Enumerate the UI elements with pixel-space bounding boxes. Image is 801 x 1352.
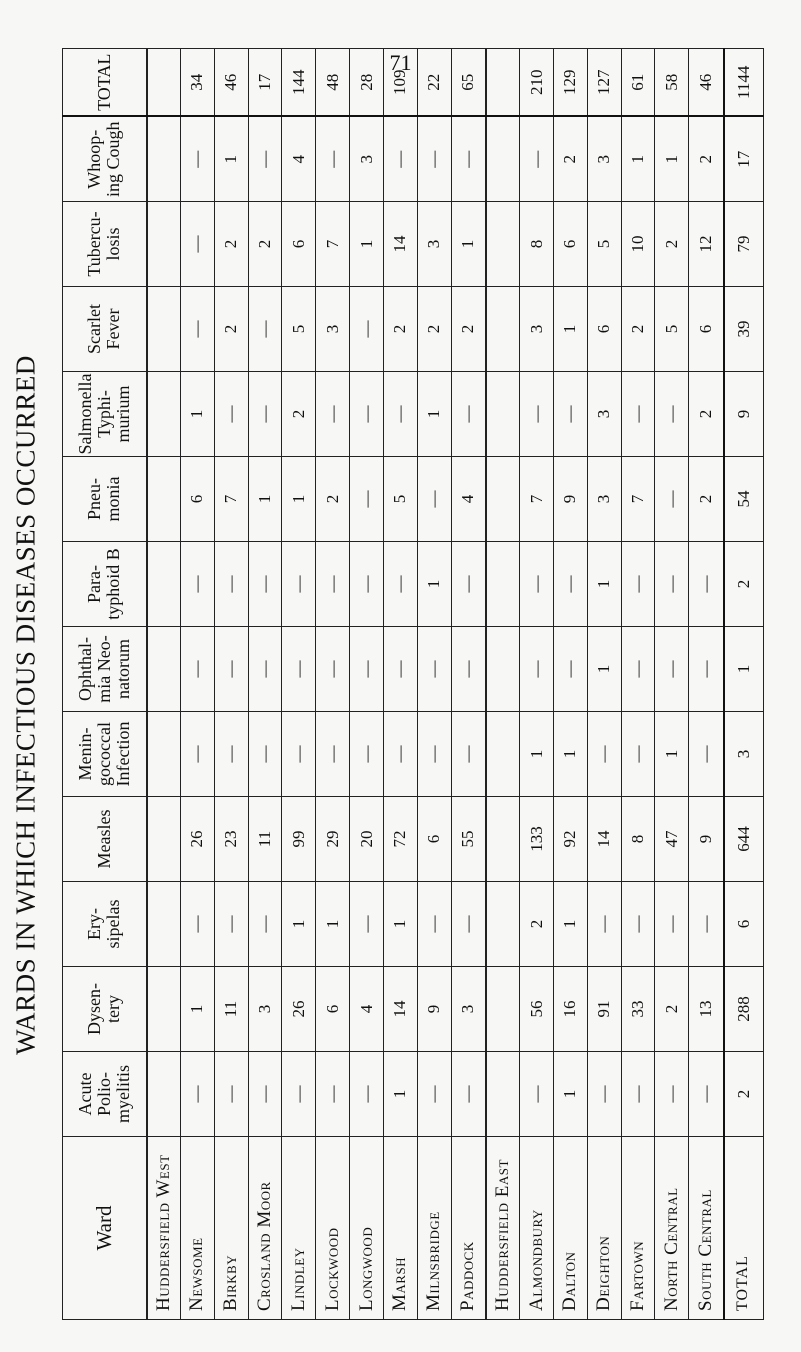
case-count: 99 [282, 797, 316, 882]
ward-row [520, 49, 554, 1320]
empty-cell [486, 712, 520, 797]
case-count: 1 [553, 1052, 587, 1137]
empty-cell [486, 627, 520, 712]
case-count: 47 [655, 797, 689, 882]
case-count: — [383, 372, 417, 457]
empty-cell [147, 967, 181, 1052]
case-count: — [655, 457, 689, 542]
column-header: Pneu- monia [63, 457, 147, 542]
ward-name: Birkby [214, 1137, 248, 1320]
disease-total: 3 [724, 712, 764, 797]
case-count: 14 [383, 202, 417, 287]
case-count: 5 [383, 457, 417, 542]
column-header: Menin- gococcal Infection [63, 712, 147, 797]
case-count: — [316, 712, 350, 797]
case-count: 1 [383, 882, 417, 967]
disease-total: 2 [724, 542, 764, 627]
case-count: — [214, 627, 248, 712]
side-title-text: WARDS IN WHICH INFECTIOUS DISEASES OCCURRED [10, 355, 41, 1055]
case-count: — [655, 372, 689, 457]
page-number: 71 [389, 50, 412, 75]
disease-total: 9 [724, 372, 764, 457]
case-count: — [316, 372, 350, 457]
case-count: — [655, 1052, 689, 1137]
ward-name: Almondbury [520, 1137, 554, 1320]
case-count: — [350, 287, 384, 372]
case-count: — [587, 882, 621, 967]
case-count: — [520, 542, 554, 627]
case-count: 11 [248, 797, 282, 882]
case-count: — [689, 712, 724, 797]
case-count: 3 [350, 117, 384, 202]
case-count: 133 [520, 797, 554, 882]
empty-cell [486, 797, 520, 882]
disease-total: 288 [724, 967, 764, 1052]
ward-total: 28 [350, 49, 384, 117]
case-count: 16 [553, 967, 587, 1052]
case-count: 1 [655, 117, 689, 202]
case-count: 7 [520, 457, 554, 542]
case-count: — [181, 882, 215, 967]
case-count: — [417, 1052, 451, 1137]
case-count: — [417, 457, 451, 542]
case-count: 3 [417, 202, 451, 287]
case-count: 1 [553, 712, 587, 797]
case-count: — [214, 712, 248, 797]
case-count: 3 [587, 117, 621, 202]
header-row [63, 49, 147, 1320]
ward-total: 127 [587, 49, 621, 117]
empty-cell [486, 49, 520, 117]
case-count: 8 [520, 202, 554, 287]
case-count: — [282, 712, 316, 797]
ward-total: 210 [520, 49, 554, 117]
case-count: — [248, 627, 282, 712]
case-count: — [350, 882, 384, 967]
case-count: 9 [417, 967, 451, 1052]
case-count: 3 [451, 967, 486, 1052]
case-count: 3 [248, 967, 282, 1052]
case-count: 2 [655, 967, 689, 1052]
empty-cell [486, 202, 520, 287]
empty-cell [147, 457, 181, 542]
case-count: — [383, 117, 417, 202]
case-count: 1 [553, 882, 587, 967]
case-count: 1 [316, 882, 350, 967]
case-count: — [350, 627, 384, 712]
case-count: — [316, 117, 350, 202]
case-count: 29 [316, 797, 350, 882]
case-count: 7 [316, 202, 350, 287]
ward-row [417, 49, 451, 1320]
empty-cell [147, 49, 181, 117]
case-count: 1 [520, 712, 554, 797]
ward-total: 144 [282, 49, 316, 117]
ward-total: 22 [417, 49, 451, 117]
case-count: 2 [214, 287, 248, 372]
case-count: — [621, 372, 655, 457]
case-count: 5 [587, 202, 621, 287]
case-count: 1 [417, 372, 451, 457]
case-count: — [587, 1052, 621, 1137]
case-count: 2 [655, 202, 689, 287]
case-count: — [248, 882, 282, 967]
case-count: — [417, 627, 451, 712]
grand-total-value: 1144 [724, 49, 764, 117]
case-count: 23 [214, 797, 248, 882]
empty-cell [486, 117, 520, 202]
case-count: 2 [248, 202, 282, 287]
case-count: — [451, 542, 486, 627]
column-header: Ophthal- mia Neo- natorum [63, 627, 147, 712]
ward-total: 129 [553, 49, 587, 117]
grand-total-row [724, 49, 764, 1320]
case-count: — [655, 627, 689, 712]
empty-cell [486, 457, 520, 542]
case-count: 26 [181, 797, 215, 882]
case-count: — [214, 882, 248, 967]
case-count: — [214, 542, 248, 627]
case-count: 10 [621, 202, 655, 287]
ward-row [214, 49, 248, 1320]
column-header-total: TOTAL [63, 49, 147, 117]
disease-total: 2 [724, 1052, 764, 1137]
ward-row [655, 49, 689, 1320]
empty-cell [486, 967, 520, 1052]
case-count: 1 [181, 967, 215, 1052]
case-count: 6 [689, 287, 724, 372]
case-count: — [451, 627, 486, 712]
case-count: 6 [316, 967, 350, 1052]
case-count: — [417, 882, 451, 967]
empty-cell [147, 882, 181, 967]
case-count: — [451, 372, 486, 457]
table-rotated [62, 53, 764, 1320]
case-count: 92 [553, 797, 587, 882]
ward-name: Lockwood [316, 1137, 350, 1320]
ward-name: Paddock [451, 1137, 486, 1320]
disease-total: 79 [724, 202, 764, 287]
case-count: — [350, 542, 384, 627]
ward-row [587, 49, 621, 1320]
case-count: — [520, 117, 554, 202]
case-count: 3 [587, 372, 621, 457]
case-count: 6 [553, 202, 587, 287]
case-count: — [181, 712, 215, 797]
case-count: 5 [282, 287, 316, 372]
empty-cell [486, 882, 520, 967]
case-count: — [451, 882, 486, 967]
ward-name: North Central [655, 1137, 689, 1320]
empty-cell [147, 712, 181, 797]
disease-total: 54 [724, 457, 764, 542]
case-count: — [350, 1052, 384, 1137]
case-count: — [181, 117, 215, 202]
column-header: Whoop- ing Cough [63, 117, 147, 202]
case-count: 2 [689, 372, 724, 457]
case-count: — [248, 287, 282, 372]
case-count: 14 [383, 967, 417, 1052]
ward-name: Milnsbridge [417, 1137, 451, 1320]
ward-total: 65 [451, 49, 486, 117]
column-header: Ery- sipelas [63, 882, 147, 967]
case-count: — [655, 542, 689, 627]
case-count: 14 [587, 797, 621, 882]
case-count: — [587, 712, 621, 797]
ward-name: Longwood [350, 1137, 384, 1320]
case-count: — [248, 542, 282, 627]
case-count: 33 [621, 967, 655, 1052]
disease-total: 39 [724, 287, 764, 372]
case-count: 1 [587, 627, 621, 712]
case-count: 2 [520, 882, 554, 967]
case-count: 6 [181, 457, 215, 542]
case-count: — [417, 712, 451, 797]
case-count: 55 [451, 797, 486, 882]
case-count: 12 [689, 202, 724, 287]
case-count: 4 [350, 967, 384, 1052]
case-count: — [655, 882, 689, 967]
column-header: Scarlet Fever [63, 287, 147, 372]
case-count: 1 [417, 542, 451, 627]
empty-cell [147, 797, 181, 882]
case-count: 3 [316, 287, 350, 372]
case-count: — [689, 882, 724, 967]
ward-total: 46 [689, 49, 724, 117]
case-count: 4 [451, 457, 486, 542]
column-header: Acute Polio- myelitis [63, 1052, 147, 1137]
case-count: — [282, 542, 316, 627]
case-count: — [316, 542, 350, 627]
case-count: — [181, 202, 215, 287]
case-count: 91 [587, 967, 621, 1052]
empty-cell [147, 117, 181, 202]
case-count: — [248, 372, 282, 457]
side-title [0, 90, 52, 1320]
case-count: 2 [451, 287, 486, 372]
ward-row [553, 49, 587, 1320]
case-count: 7 [214, 457, 248, 542]
empty-cell [147, 627, 181, 712]
case-count: 1 [181, 372, 215, 457]
disease-total: 17 [724, 117, 764, 202]
case-count: — [350, 372, 384, 457]
case-count: 3 [520, 287, 554, 372]
group-name: Huddersfield West [147, 1137, 181, 1320]
ward-row [621, 49, 655, 1320]
case-count: — [553, 372, 587, 457]
case-count: — [214, 372, 248, 457]
case-count: — [451, 117, 486, 202]
ward-name: South Central [689, 1137, 724, 1320]
column-header-ward: Ward [63, 1137, 147, 1320]
ward-name: Deighton [587, 1137, 621, 1320]
disease-total: 644 [724, 797, 764, 882]
case-count: 26 [282, 967, 316, 1052]
ward-row [689, 49, 724, 1320]
case-count: — [316, 1052, 350, 1137]
case-count: — [214, 1052, 248, 1137]
case-count: — [181, 542, 215, 627]
case-count: — [553, 542, 587, 627]
case-count: 4 [282, 117, 316, 202]
group-row [147, 49, 181, 1320]
empty-cell [147, 372, 181, 457]
empty-cell [147, 202, 181, 287]
case-count: — [248, 1052, 282, 1137]
case-count: — [621, 712, 655, 797]
case-count: 1 [553, 287, 587, 372]
case-count: 3 [587, 457, 621, 542]
case-count: 1 [587, 542, 621, 627]
case-count: — [689, 627, 724, 712]
ward-name: Marsh [383, 1137, 417, 1320]
case-count: 1 [655, 712, 689, 797]
disease-total: 6 [724, 882, 764, 967]
case-count: — [621, 627, 655, 712]
case-count: — [451, 1052, 486, 1137]
case-count: 2 [383, 287, 417, 372]
case-count: 1 [282, 457, 316, 542]
empty-cell [486, 372, 520, 457]
case-count: 2 [689, 457, 724, 542]
case-count: — [689, 542, 724, 627]
empty-cell [147, 542, 181, 627]
case-count: 2 [417, 287, 451, 372]
ward-row [282, 49, 316, 1320]
case-count: 6 [417, 797, 451, 882]
ward-name: Lindley [282, 1137, 316, 1320]
case-count: — [282, 627, 316, 712]
case-count: — [417, 117, 451, 202]
case-count: — [350, 457, 384, 542]
ward-name: Fartown [621, 1137, 655, 1320]
case-count: — [621, 1052, 655, 1137]
case-count: 1 [350, 202, 384, 287]
case-count: — [621, 882, 655, 967]
case-count: — [181, 627, 215, 712]
case-count: 2 [214, 202, 248, 287]
ward-row [350, 49, 384, 1320]
case-count: 9 [553, 457, 587, 542]
case-count: — [181, 1052, 215, 1137]
case-count: 9 [689, 797, 724, 882]
case-count: — [282, 1052, 316, 1137]
ward-total: 109 [383, 49, 417, 117]
case-count: 1 [621, 117, 655, 202]
ward-name: Newsome [181, 1137, 215, 1320]
case-count: 72 [383, 797, 417, 882]
column-header: Para- typhoid B [63, 542, 147, 627]
ward-total: 46 [214, 49, 248, 117]
table-body [147, 49, 764, 1320]
ward-row [316, 49, 350, 1320]
case-count: 2 [621, 287, 655, 372]
case-count: 8 [621, 797, 655, 882]
case-count: — [520, 627, 554, 712]
case-count: — [181, 287, 215, 372]
ward-name: Crosland Moor [248, 1137, 282, 1320]
empty-cell [486, 1052, 520, 1137]
empty-cell [147, 287, 181, 372]
ward-total: 17 [248, 49, 282, 117]
table-frame [62, 53, 764, 1320]
ward-row [181, 49, 215, 1320]
infectious-diseases-table [62, 48, 764, 1320]
grand-total-label: TOTAL [724, 1137, 764, 1320]
ward-total: 34 [181, 49, 215, 117]
case-count: — [621, 542, 655, 627]
case-count: 20 [350, 797, 384, 882]
case-count: — [520, 372, 554, 457]
case-count: 1 [248, 457, 282, 542]
case-count: — [248, 117, 282, 202]
case-count: 2 [282, 372, 316, 457]
case-count: 1 [282, 882, 316, 967]
case-count: — [689, 1052, 724, 1137]
case-count: 1 [451, 202, 486, 287]
ward-total: 48 [316, 49, 350, 117]
ward-row [248, 49, 282, 1320]
empty-cell [486, 287, 520, 372]
case-count: — [383, 712, 417, 797]
case-count: — [520, 1052, 554, 1137]
column-header: Measles [63, 797, 147, 882]
ward-row [383, 49, 417, 1320]
group-name: Huddersfield East [486, 1137, 520, 1320]
case-count: 2 [316, 457, 350, 542]
empty-cell [486, 542, 520, 627]
case-count: — [553, 627, 587, 712]
case-count: — [451, 712, 486, 797]
column-header: Tubercu- losis [63, 202, 147, 287]
case-count: 2 [553, 117, 587, 202]
case-count: 5 [655, 287, 689, 372]
column-header: Salmonella Typhi- murium [63, 372, 147, 457]
case-count: 56 [520, 967, 554, 1052]
case-count: — [316, 627, 350, 712]
empty-cell [147, 1052, 181, 1137]
case-count: 11 [214, 967, 248, 1052]
ward-total: 61 [621, 49, 655, 117]
case-count: 2 [689, 117, 724, 202]
column-header: Dysen- tery [63, 967, 147, 1052]
case-count: 6 [587, 287, 621, 372]
ward-row [451, 49, 486, 1320]
disease-total: 1 [724, 627, 764, 712]
case-count: 7 [621, 457, 655, 542]
ward-name: Dalton [553, 1137, 587, 1320]
case-count: 1 [214, 117, 248, 202]
case-count: 1 [383, 1052, 417, 1137]
case-count: — [248, 712, 282, 797]
case-count: 13 [689, 967, 724, 1052]
ward-total: 58 [655, 49, 689, 117]
case-count: — [383, 542, 417, 627]
case-count: 6 [282, 202, 316, 287]
group-row [486, 49, 520, 1320]
case-count: — [383, 627, 417, 712]
case-count: — [350, 712, 384, 797]
